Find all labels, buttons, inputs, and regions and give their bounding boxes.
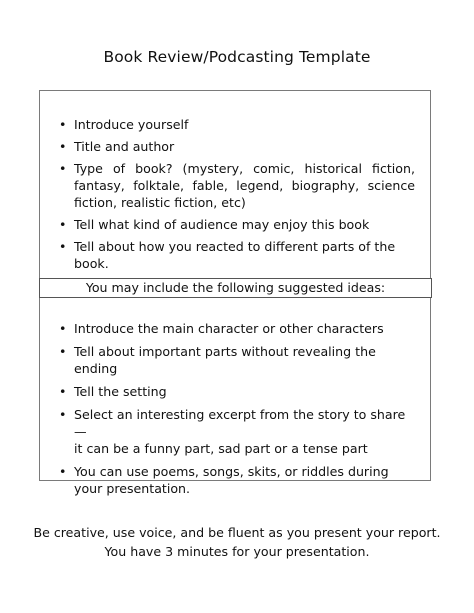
list-item	[59, 406, 415, 457]
list-item: • Tell about important parts without revealing the ending	[59, 343, 415, 377]
list-item: • Tell the setting	[59, 383, 415, 400]
list-item: • Title and author	[59, 138, 415, 155]
footer-line: You have 3 minutes for your presentation.	[104, 544, 370, 559]
footer-line: Be creative, use voice, and be fluent as you present your report.	[33, 525, 441, 540]
page-title: Book Review/Podcasting Template	[103, 48, 371, 66]
list-item-line: Select an interesting excerpt from the story to share—	[74, 407, 406, 439]
footer-note	[0, 523, 474, 561]
list-item-line: it can be a funny part, sad part or a tense part	[74, 441, 368, 456]
list-item: • Introduce yourself	[59, 116, 415, 133]
list-item-line: You can use poems, songs, skits, or riddles during	[74, 464, 389, 479]
list-item: • Introduce the main character or other characters	[59, 320, 415, 337]
list-item	[59, 463, 415, 497]
list-item-line: your presentation.	[74, 481, 191, 496]
suggested-ideas-heading: You may include the following suggested ideas:	[39, 278, 432, 298]
list-item: • Type of book? (mystery, comic, historical fiction, fantasy, folktale, fable, legend, biography, science fiction, realistic fiction, etc)	[59, 160, 415, 211]
list-item: • Tell about how you reacted to different parts of the book.	[59, 238, 415, 272]
suggested-ideas-list	[59, 320, 415, 503]
basic-points-list	[59, 116, 415, 277]
list-item: • Tell what kind of audience may enjoy this book	[59, 216, 415, 233]
